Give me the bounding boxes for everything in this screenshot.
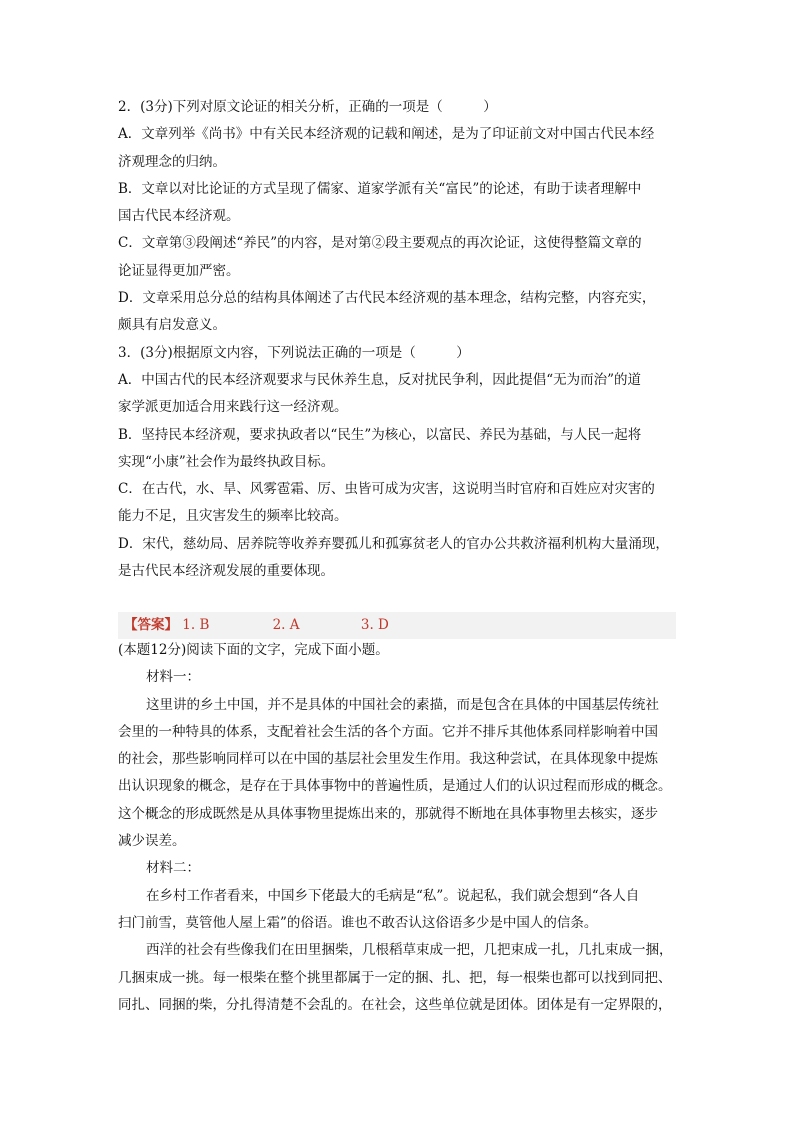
question-3-stem: 3．(3分)根据原文内容，下列说法正确的一项是（ ） xyxy=(118,344,470,361)
question-2-option-a-line1: A．文章列举《尚书》中有关民本经济观的记载和阐述，是为了印证前文对中国古代民本经 xyxy=(118,126,655,143)
question-3-option-d-line2: 是古代民本经济观发展的重要体现。 xyxy=(118,563,334,580)
material-1-line: 的社会，那些影响同样可以在中国的基层社会里发生作用。我这种尝试，在具体现象中提炼 xyxy=(118,751,658,768)
question-3-option-a-line2: 家学派更加适合用来践行这一经济观。 xyxy=(118,399,348,416)
question-3-option-c-line2: 能力不足，且灾害发生的频率比较高。 xyxy=(118,508,348,525)
reading-section xyxy=(118,637,678,1019)
material-1-line: 这个概念的形成既然是从具体事物里提炼出来的，那就得不断地在具体事物里去核实，逐步 xyxy=(118,805,658,822)
question-2-option-a-line2: 济观理念的归纳。 xyxy=(118,153,226,170)
material-1-title: 材料一： xyxy=(146,669,200,686)
answer-item-2: 2. A xyxy=(272,617,300,633)
answer-bar xyxy=(118,612,676,639)
answer-item-3: 3. D xyxy=(360,617,389,633)
question-3-option-d-line1: D．宋代，慈幼局、居养院等收养弃婴孤儿和孤寡贫老人的官办公共救济福利机构大量涌现， xyxy=(118,535,669,552)
material-2-line: 同扎、同捆的柴，分扎得清楚不会乱的。在社会，这些单位就是团体。团体是有一定界限的， xyxy=(118,996,672,1013)
material-1-line: 出认识现象的概念，是存在于具体事物中的普遍性质，是通过人们的认识过程而形成的概念。 xyxy=(118,778,672,795)
question-2-stem: 2．(3分)下列对原文论证的相关分析，正确的一项是（ ） xyxy=(118,99,497,115)
question-2-option-c-line2: 论证显得更加严密。 xyxy=(118,262,240,279)
material-1-line: 减少误差。 xyxy=(118,833,186,850)
question-2-option-b-line1: B．文章以对比论证的方式呈现了儒家、道家学派有关“富民”的论述，有助于读者理解中 xyxy=(118,180,642,197)
question-3-option-c-line1: C．在古代，水、旱、风雾雹霜、厉、虫皆可成为灾害，这说明当时官府和百姓应对灾害的 xyxy=(118,481,655,498)
answer-tag: 【答案】 xyxy=(124,617,178,633)
material-2-line: 几捆束成一挑。每一根柴在整个挑里都属于一定的捆、扎、把，每一根柴也都可以找到同把、 xyxy=(118,969,672,986)
material-1-line: 这里讲的乡土中国，并不是具体的中国社会的素描，而是包含在具体的中国基层传统社 xyxy=(146,696,659,713)
material-2-line: 西洋的社会有些像我们在田里捆柴，几根稻草束成一把，几把束成一扎，几扎束成一捆， xyxy=(146,942,673,959)
material-2-line: 在乡村工作者看来，中国乡下佬最大的毛病是“私”。说起私，我们就会想到“各人自 xyxy=(146,887,640,904)
question-2-option-d-line2: 颇具有启发意义。 xyxy=(118,317,226,334)
question-block xyxy=(118,94,678,585)
question-2-option-c-line1: C．文章第③段阐述“养民”的内容，是对第②段主要观点的再次论证，这使得整篇文章的 xyxy=(118,235,642,252)
material-2-line: 扫门前雪，莫管他人屋上霜”的俗语。谁也不敢否认这俗语多少是中国人的信条。 xyxy=(118,914,598,931)
material-2-title: 材料二： xyxy=(146,860,200,877)
question-3-option-b-line1: B．坚持民本经济观，要求执政者以“民生”为核心，以富民、养民为基础，与人民一起将 xyxy=(118,426,642,443)
question-3-option-a-line1: A．中国古代的民本经济观要求与民休养生息，反对扰民争利，因此提倡“无为而治”的道 xyxy=(118,371,642,388)
question-2-option-b-line2: 国古代民本经济观。 xyxy=(118,208,240,225)
answer-item-1: 1. B xyxy=(182,617,210,633)
material-1-line: 会里的一种特具的体系，支配着社会生活的各个方面。它并不排斥其他体系同样影响着中国 xyxy=(118,723,658,740)
reading-intro: (本题12分)阅读下面的文字，完成下面小题。 xyxy=(118,642,389,658)
question-3-option-b-line2: 实现“小康”社会作为最终执政目标。 xyxy=(118,453,335,470)
question-2-option-d-line1: D．文章采用总分总的结构具体阐述了古代民本经济观的基本理念，结构完整，内容充实， xyxy=(118,290,656,307)
